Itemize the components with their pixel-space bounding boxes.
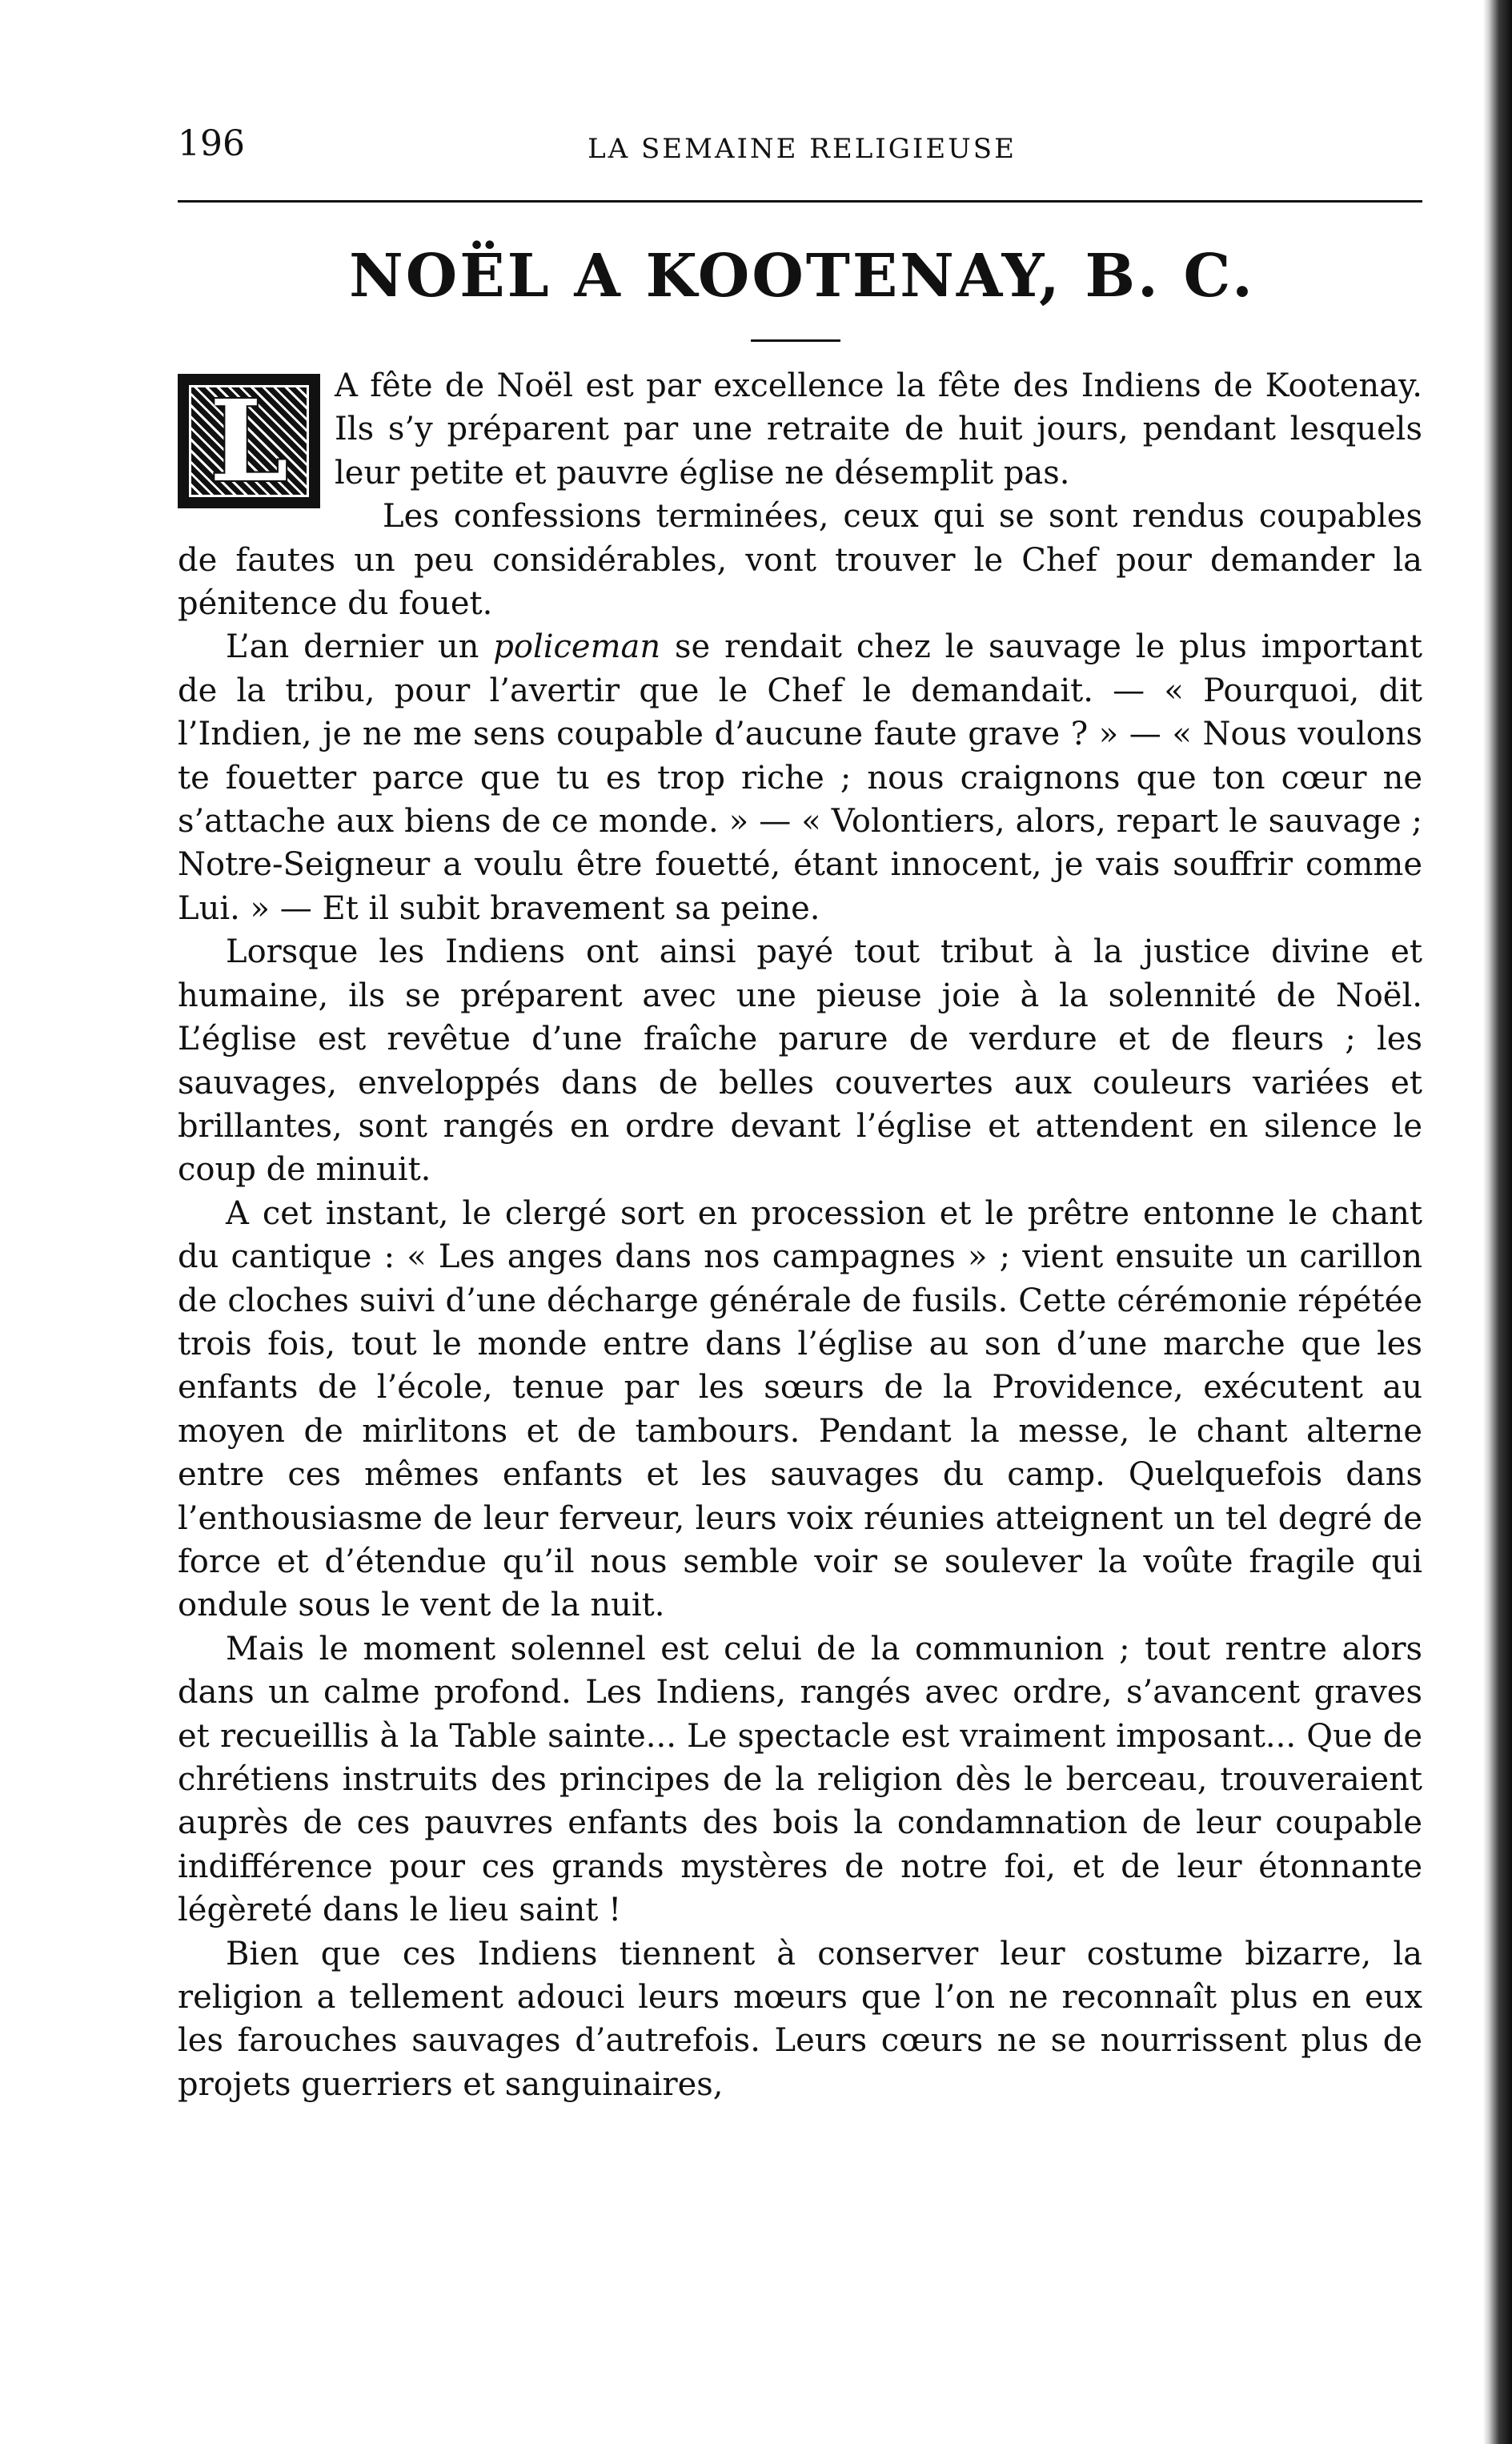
article-title: NOËL A KOOTENAY, B. C. <box>349 242 1255 311</box>
paragraph-3-after: se rendait chez le sauvage le plus important de la tribu, pour l’avertir que le Chef le demandait. — « Pourquoi, dit l’Indien, je ne me sens coupable d’aucune faute grave ? » — « Nous voulons te fouetter parce que tu es trop riche ; nous craignons que ton cœur ne s’attache aux biens de ce monde. » — « Volontiers, alors, repart le sauvage ; Notre-Seigneur a voulu être fouetté, étant innocent, je vais souffrir comme Lui. » — Et il subit bravement sa peine. <box>178 628 1423 927</box>
paragraph-3 <box>178 625 1422 930</box>
paragraph-6: Mais le moment solennel est celui de la communion ; tout rentre alors dans un calme profond. Les Indiens, rangés avec ordre, s’avancent graves et recueillis à la Table sainte... Le spectacle est vraiment imposant... Que de chrétiens instruits des principes de la religion dès le berceau, trouveraient auprès de ces pauvres enfants des bois la condamnation de leur coupable indifférence pour ces grands mystères de notre foi, et de leur étonnante légèreté dans le lieu saint ! <box>178 1630 1422 1929</box>
article-body <box>178 364 1422 2106</box>
paragraph-3-italic: policeman <box>493 628 661 666</box>
initial-letter: L <box>209 376 289 508</box>
paragraph-1-text: A fête de Noël est par excellence la fête des Indiens de Kootenay. Ils s’y préparent par une retraite de huit jours, pendant lesquels leur petite et pauvre église ne désemplit pas. <box>335 367 1422 492</box>
title-rule <box>751 339 840 342</box>
header-rule <box>178 200 1422 203</box>
page-number: 196 <box>178 123 245 164</box>
paragraph-5: A cet instant, le clergé sort en procession et le prêtre entonne le chant du cantique : « Les anges dans nos campagnes » ; vient ensuite un carillon de cloches suivi d’une décharge générale de fusils. Cette cérémonie répétée trois fois, tout le monde entre dans l’église au son d’une marche que les enfants de l’école, tenue par les sœurs de la Providence, exécutent au moyen de mirlitons et de tambours. Pendant la messe, le chant alterne entre ces mêmes enfants et les sauvages du camp. Quelquefois dans l’enthousiasme de leur ferveur, leurs voix réunies atteignent un tel degré de force et d’étendue qu’il nous semble voir se soulever la voûte fragile qui ondule sous le vent de la nuit. <box>178 1194 1422 1624</box>
decorated-initial <box>178 374 320 508</box>
running-head <box>178 120 1426 168</box>
paragraph-2: Les confessions terminées, ceux qui se sont rendus coupables de fautes un peu considérables, vont trouver le Chef pour demander la pénitence du fouet. <box>178 498 1422 623</box>
paragraph-3-before: L’an dernier un <box>226 628 494 666</box>
paragraph-4: Lorsque les Indiens ont ainsi payé tout tribut à la justice divine et humaine, ils se préparent avec une pieuse joie à la solennité de Noël. L’église est revêtue d’une fraîche parure de verdure et de fleurs ; les sauvages, enveloppés dans de belles couvertes aux couleurs variées et brillantes, sont rangés en ordre devant l’église et attendent en silence le coup de minuit. <box>178 933 1422 1189</box>
paragraph-7: Bien que ces Indiens tiennent à conserver leur costume bizarre, la religion a tellement adouci leurs mœurs que l’on ne reconnaît plus en eux les farouches sauvages d’autrefois. Leurs cœurs ne se nourrissent plus de projets guerriers et sanguinaires, <box>178 1935 1422 2103</box>
scan-edge-shadow <box>1483 0 1512 2444</box>
running-title: LA SEMAINE RELIGIEUSE <box>588 133 1017 165</box>
paragraph-1 <box>178 364 1422 508</box>
